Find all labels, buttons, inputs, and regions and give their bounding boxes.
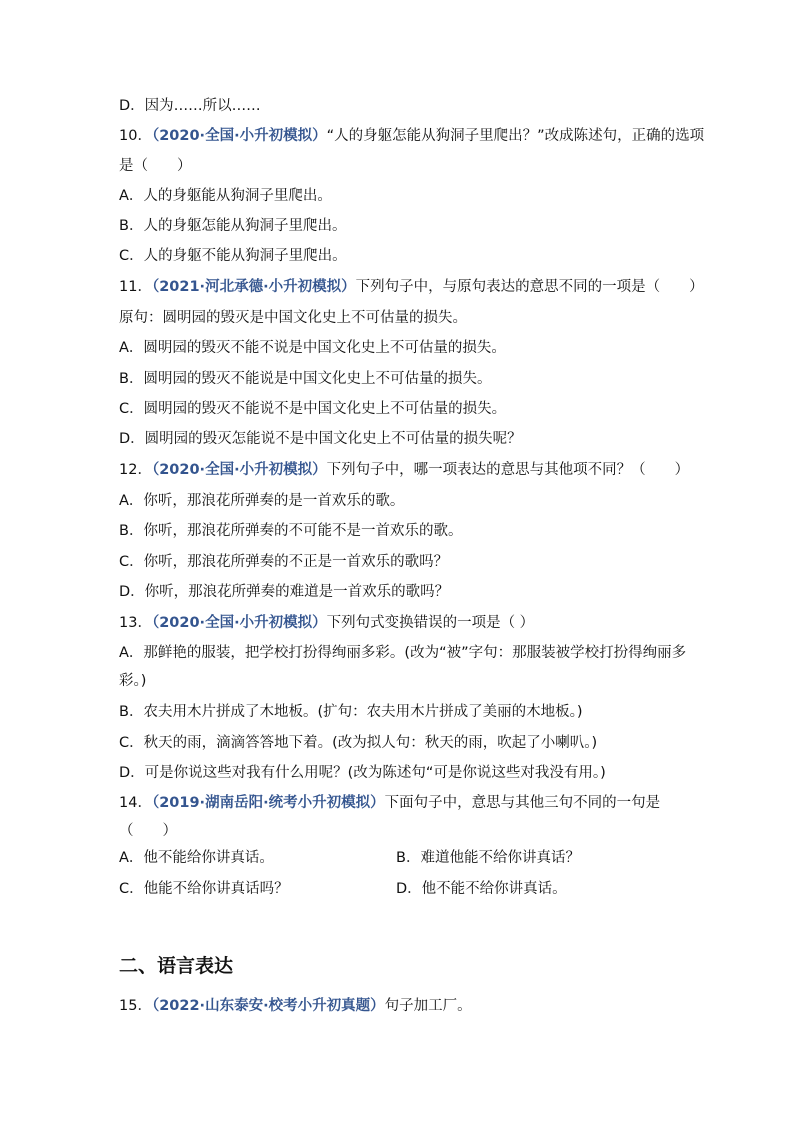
q13-option-a-cont: 彩。) <box>119 673 147 689</box>
question-source: （2019·湖南岳阳·统考小升初模拟） <box>151 795 385 811</box>
question-source: （2020·全国·小升初模拟） <box>151 462 327 478</box>
q11-option-a: A．圆明园的毁灭不能不说是中国文化史上不可估量的损失。 <box>119 340 506 356</box>
q12-option-a: A．你听，那浪花所弹奏的是一首欢乐的歌。 <box>119 493 405 509</box>
question-13 <box>119 613 534 633</box>
question-source: （2020·全国·小升初模拟） <box>151 128 327 144</box>
question-number: 11． <box>119 279 152 295</box>
q12-option-c: C．你听，那浪花所弹奏的不正是一首欢乐的歌吗？ <box>119 554 449 570</box>
question-15 <box>119 996 472 1016</box>
q10-option-a: A．人的身躯能从狗洞子里爬出。 <box>119 188 332 204</box>
q13-option-d: D．可是你说这些对我有什么用呢？(改为陈述句“可是你说这些对我没有用。) <box>119 765 606 781</box>
question-number: 15． <box>119 998 152 1014</box>
q13-option-b: B．农夫用木片拼成了木地板。(扩句：农夫用木片拼成了美丽的木地板。) <box>119 704 583 720</box>
q12-option-b: B．你听，那浪花所弹奏的不可能不是一首欢乐的歌。 <box>119 523 463 539</box>
question-14 <box>119 793 660 813</box>
q10-option-c: C．人的身躯不能从狗洞子里爬出。 <box>119 248 347 264</box>
question-stem: 下列句子中，与原句表达的意思不同的一项是（ ） <box>355 279 704 295</box>
q13-option-c: C．秋天的雨，滴滴答答地下着。(改为拟人句：秋天的雨，吹起了小喇叭。) <box>119 735 598 751</box>
question-stem: 下面句子中，意思与其他三句不同的一句是 <box>384 795 661 811</box>
q14-option-c: C．他能不给你讲真话吗？ <box>119 881 289 897</box>
q14-option-a: A．他不能给你讲真话。 <box>119 850 274 866</box>
q13-option-a: A．那鲜艳的服装，把学校打扮得绚丽多彩。(改为“被”字句：那服装被学校打扮得绚丽多 <box>119 645 687 661</box>
section-heading: 二、语言表达 <box>119 955 234 977</box>
question-number: 12． <box>119 462 152 478</box>
question-stem: 下列句子中，哪一项表达的意思与其他项不同？（ ） <box>326 462 690 478</box>
q11-option-c: C．圆明园的毁灭不能说不是中国文化史上不可估量的损失。 <box>119 401 507 417</box>
q11-option-b: B．圆明园的毁灭不能说是中国文化史上不可估量的损失。 <box>119 371 492 387</box>
question-stem: 句子加工厂。 <box>384 998 472 1014</box>
question-stem: 下列句式变换错误的一项是（ ） <box>326 615 535 631</box>
q12-option-d: D．你听，那浪花所弹奏的难道是一首欢乐的歌吗？ <box>119 584 450 600</box>
q9-option-d: D．因为……所以…… <box>119 98 261 114</box>
q11-option-d: D．圆明园的毁灭怎能说不是中国文化史上不可估量的损失呢？ <box>119 431 522 447</box>
q14-option-b: B．难道他能不给你讲真话？ <box>396 850 580 866</box>
question-source: （2022·山东泰安·校考小升初真题） <box>151 998 385 1014</box>
question-11 <box>119 277 704 297</box>
question-14-stem-cont: （ ） <box>119 823 177 839</box>
question-number: 10． <box>119 128 152 144</box>
q14-option-d: D．他不能不给你讲真话。 <box>396 881 567 897</box>
question-number: 13． <box>119 615 152 631</box>
question-source: （2020·全国·小升初模拟） <box>151 615 327 631</box>
question-number: 14． <box>119 795 152 811</box>
question-source: （2021·河北承德·小升初模拟） <box>151 279 356 295</box>
q10-option-b: B．人的身躯怎能从狗洞子里爬出。 <box>119 218 347 234</box>
question-10-stem-cont: 是（ ） <box>119 158 192 174</box>
q11-original-sentence: 原句：圆明园的毁灭是中国文化史上不可估量的损失。 <box>119 310 467 326</box>
question-stem: “人的身躯怎能从狗洞子里爬出？”改成陈述句，正确的选项 <box>326 128 705 144</box>
question-12 <box>119 460 689 480</box>
question-10 <box>119 126 704 146</box>
